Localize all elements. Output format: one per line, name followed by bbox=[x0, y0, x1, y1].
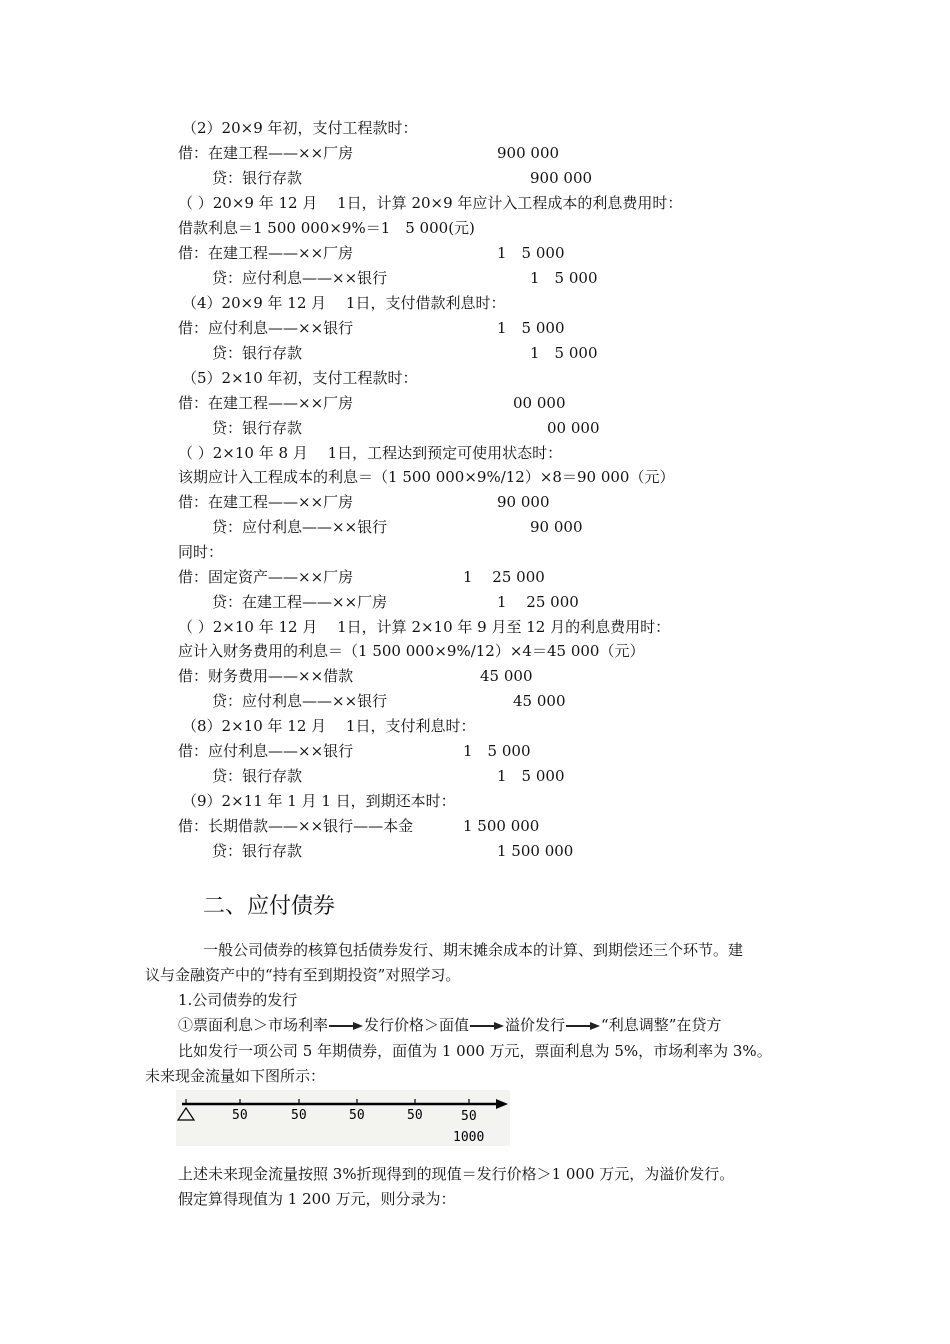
entry-line: 贷：银行存款 bbox=[212, 767, 303, 785]
entry-line: 贷：在建工程——××厂房 bbox=[212, 593, 388, 611]
entry-amount: 00 000 bbox=[547, 419, 600, 437]
entry-amount: 1 25 000 bbox=[463, 568, 545, 586]
entry-line: 贷：银行存款 bbox=[212, 169, 303, 187]
entry-line: （4）20×9 年 12 月 1日，支付借款利息时： bbox=[182, 294, 506, 312]
flow-step-3: 溢价发行 bbox=[505, 1016, 566, 1034]
timeline-start-triangle-icon bbox=[178, 1108, 194, 1120]
entry-line: 贷：银行存款 bbox=[212, 419, 303, 437]
entry-amount: 1 25 000 bbox=[497, 593, 579, 611]
timeline-principal: 1000 bbox=[453, 1130, 485, 1145]
paragraph-example-line1: 比如发行一项公司 5 年期债券，面值为 1 000 万元，票面利息为 5%，市场利率为 3%。 bbox=[178, 1042, 772, 1060]
timeline-flow-4: 50 bbox=[407, 1108, 423, 1123]
entry-line: 借：固定资产——××厂房 bbox=[178, 568, 354, 586]
timeline-figure bbox=[176, 1090, 510, 1146]
flow-step-4: “利息调整”在贷方 bbox=[601, 1016, 722, 1034]
entry-line: 借：财务费用——××借款 bbox=[178, 667, 354, 685]
entry-line: （5）2×10 年初，支付工程款时： bbox=[182, 369, 418, 387]
entry-amount: 1 5 000 bbox=[463, 742, 531, 760]
paragraph-intro-line2: 议与金融资产中的“持有至到期投资”对照学习。 bbox=[145, 966, 461, 984]
entry-amount: 90 000 bbox=[530, 518, 583, 536]
entry-line: 借：在建工程——××厂房 bbox=[178, 493, 354, 511]
entry-line: 借款利息＝1 500 000×9%＝1 5 000(元) bbox=[178, 219, 475, 237]
entry-line: 该期应计入工程成本的利息＝（1 500 000×9%/12）×8＝90 000（元） bbox=[178, 468, 675, 486]
entry-amount: 1 5 000 bbox=[530, 344, 598, 362]
section-heading: 二、应付债券 bbox=[203, 894, 336, 919]
entry-amount: 90 000 bbox=[497, 493, 550, 511]
paragraph-example-line2: 未来现金流量如下图所示： bbox=[145, 1067, 326, 1085]
entry-amount: 1 5 000 bbox=[497, 244, 565, 262]
cash-flow-timeline bbox=[176, 1090, 510, 1146]
entry-line: 贷：应付利息——××银行 bbox=[212, 269, 388, 287]
entry-amount: 1 500 000 bbox=[463, 817, 540, 835]
flow-line bbox=[178, 1015, 721, 1035]
right-arrow-icon bbox=[329, 1021, 363, 1031]
right-arrow-icon bbox=[566, 1021, 600, 1031]
timeline-flow-2: 50 bbox=[291, 1108, 307, 1123]
entry-amount: 900 000 bbox=[530, 169, 593, 187]
timeline-flow-1: 50 bbox=[232, 1108, 248, 1123]
flow-step-1: ①票面利息＞市场利率 bbox=[178, 1016, 329, 1034]
right-arrow-icon bbox=[470, 1021, 504, 1031]
timeline-flow-5: 50 bbox=[461, 1109, 477, 1124]
paragraph-present-value: 上述未来现金流量按照 3%折现得到的现值＝发行价格＞1 000 万元，为溢价发行。 bbox=[178, 1165, 735, 1183]
entry-line: 借：长期借款——××银行——本金 bbox=[178, 817, 414, 835]
timeline-arrowhead-icon bbox=[496, 1099, 508, 1109]
entry-line: 贷：银行存款 bbox=[212, 344, 303, 362]
entry-amount: 1 5 000 bbox=[497, 767, 565, 785]
flow-step-2: 发行价格＞面值 bbox=[364, 1016, 470, 1034]
entry-amount: 900 000 bbox=[497, 144, 560, 162]
entry-amount: 1 500 000 bbox=[497, 842, 574, 860]
entry-line: 借：应付利息——××银行 bbox=[178, 742, 354, 760]
entry-line: 贷：银行存款 bbox=[212, 842, 303, 860]
entry-amount: 1 5 000 bbox=[497, 319, 565, 337]
entry-line: 借：在建工程——××厂房 bbox=[178, 244, 354, 262]
entry-line: （2）20×9 年初，支付工程款时： bbox=[182, 119, 418, 137]
subsection-title: 1.公司债券的发行 bbox=[178, 991, 298, 1009]
entry-amount: 45 000 bbox=[513, 692, 566, 710]
paragraph-assumption: 假定算得现值为 1 200 万元，则分录为： bbox=[178, 1190, 456, 1208]
timeline-flow-3: 50 bbox=[349, 1108, 365, 1123]
entry-line: 借：在建工程——××厂房 bbox=[178, 144, 354, 162]
entry-amount: 45 000 bbox=[480, 667, 533, 685]
entry-line: （9）2×11 年 1 月 1 日，到期还本时： bbox=[182, 792, 456, 810]
entry-line: 借：在建工程——××厂房 bbox=[178, 394, 354, 412]
entry-line: （ ）20×9 年 12 月 1日，计算 20×9 年应计入工程成本的利息费用时： bbox=[178, 194, 683, 212]
entry-line: 应计入财务费用的利息＝（1 500 000×9%/12）×4＝45 000（元） bbox=[178, 642, 645, 660]
entry-line: （8）2×10 年 12 月 1日，支付利息时： bbox=[182, 717, 476, 735]
entry-line: 同时： bbox=[178, 543, 224, 561]
entry-line: 借：应付利息——××银行 bbox=[178, 319, 354, 337]
entry-line: （ ）2×10 年 8 月 1日，工程达到预定可使用状态时： bbox=[178, 444, 563, 462]
entry-line: 贷：应付利息——××银行 bbox=[212, 692, 388, 710]
entry-amount: 1 5 000 bbox=[530, 269, 598, 287]
paragraph-intro-line1: 一般公司债券的核算包括债券发行、期末摊余成本的计算、到期偿还三个环节。建 bbox=[203, 941, 744, 959]
entry-line: 贷：应付利息——××银行 bbox=[212, 518, 388, 536]
entry-line: （ ）2×10 年 12 月 1日，计算 2×10 年 9 月至 12 月的利息费用时： bbox=[178, 618, 671, 636]
entry-amount: 00 000 bbox=[513, 394, 566, 412]
